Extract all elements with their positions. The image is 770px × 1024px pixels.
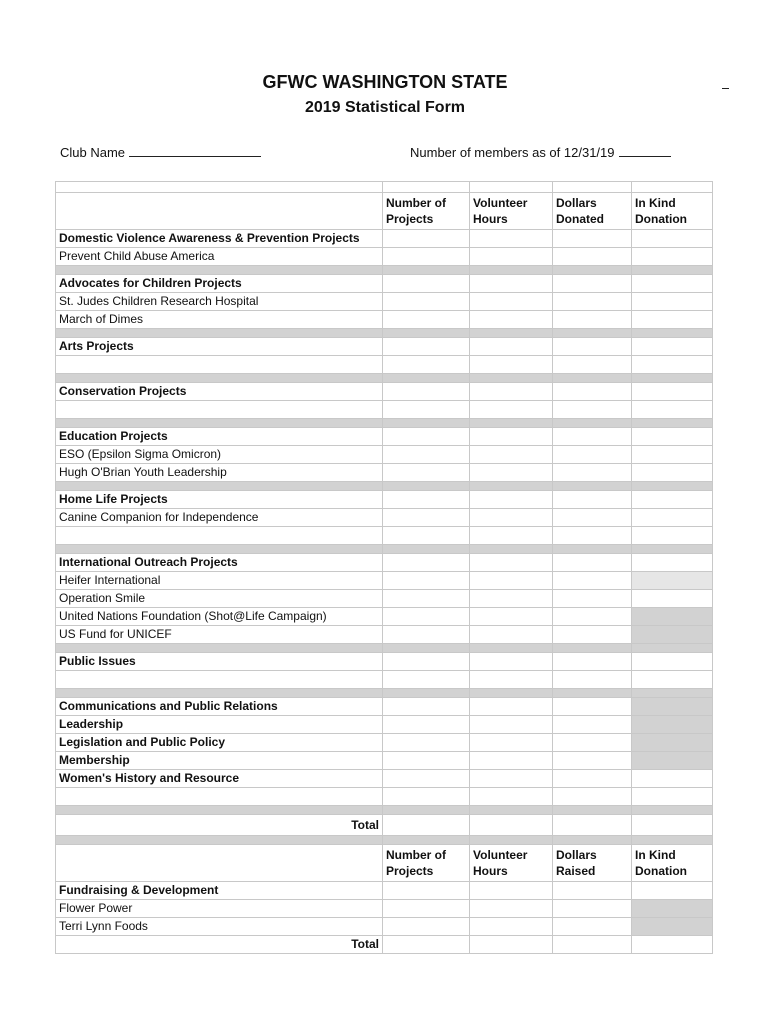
col-header-projects: Number of Projects: [383, 845, 470, 882]
club-name-label: Club Name: [60, 145, 126, 160]
table-row: [56, 275, 713, 293]
row-label: Canine Companion for Independence: [56, 509, 383, 527]
table-row: [56, 311, 713, 329]
col-header-raised: Dollars Raised: [553, 845, 632, 882]
members-field: [410, 142, 671, 160]
separator-row: [56, 374, 713, 383]
table-row: [56, 401, 713, 419]
col-header-hours: Volunteer Hours: [470, 845, 553, 882]
table-row: [56, 788, 713, 806]
separator-row: [56, 644, 713, 653]
table-row: [56, 752, 713, 770]
separator-row: [56, 689, 713, 698]
table-row: [56, 918, 713, 936]
row-label: Communications and Public Relations: [56, 698, 383, 716]
table-row: [56, 356, 713, 374]
table-row: [56, 491, 713, 509]
separator-row: [56, 836, 713, 845]
row-label: ESO (Epsilon Sigma Omicron): [56, 446, 383, 464]
row-label: Leadership: [56, 716, 383, 734]
table-row: [56, 590, 713, 608]
page-subtitle: 2019 Statistical Form: [304, 99, 466, 116]
total-row: [56, 815, 713, 836]
row-label: St. Judes Children Research Hospital: [56, 293, 383, 311]
table-row: [56, 882, 713, 900]
row-label: Conservation Projects: [56, 383, 383, 401]
row-label: Arts Projects: [56, 338, 383, 356]
column-header-row: [56, 193, 713, 230]
table-row: [56, 626, 713, 644]
row-label: Heifer International: [56, 572, 383, 590]
table-row: [56, 182, 713, 193]
row-label: Hugh O'Brian Youth Leadership: [56, 464, 383, 482]
table-row: [56, 383, 713, 401]
table-row: [56, 293, 713, 311]
table-row: [56, 446, 713, 464]
col-header-inkind: In Kind Donation: [632, 845, 713, 882]
statistics-table: [55, 181, 713, 954]
club-name-field: [60, 142, 261, 160]
row-label: Terri Lynn Foods: [56, 918, 383, 936]
separator-row: [56, 482, 713, 491]
separator-row: [56, 329, 713, 338]
table-row: [56, 509, 713, 527]
total-row: [56, 936, 713, 954]
page-title: GFWC WASHINGTON STATE: [262, 72, 508, 92]
total-label: Total: [56, 815, 383, 836]
table-row: [56, 428, 713, 446]
members-label: Number of members as of 12/31/19: [410, 145, 615, 160]
row-label: Operation Smile: [56, 590, 383, 608]
separator-row: [56, 266, 713, 275]
table-row: [56, 716, 713, 734]
table-row: [56, 464, 713, 482]
total-label: Total: [56, 936, 383, 954]
row-label: Domestic Violence Awareness & Prevention Projects: [56, 230, 383, 248]
table-row: [56, 734, 713, 752]
row-label: Flower Power: [56, 900, 383, 918]
dash-mark: [722, 88, 729, 89]
column-header-row: [56, 845, 713, 882]
row-label: Advocates for Children Projects: [56, 275, 383, 293]
table-row: [56, 608, 713, 626]
table-row: [56, 248, 713, 266]
row-label: Education Projects: [56, 428, 383, 446]
table-row: [56, 554, 713, 572]
row-label: Home Life Projects: [56, 491, 383, 509]
table-row: [56, 653, 713, 671]
row-label: Legislation and Public Policy: [56, 734, 383, 752]
separator-row: [56, 545, 713, 554]
table-row: [56, 770, 713, 788]
row-label: International Outreach Projects: [56, 554, 383, 572]
row-label: United Nations Foundation (Shot@Life Campaign): [56, 608, 383, 626]
table-row: [56, 338, 713, 356]
row-label: US Fund for UNICEF: [56, 626, 383, 644]
table-row: [56, 527, 713, 545]
col-header-donated: Dollars Donated: [553, 193, 632, 230]
row-label: Public Issues: [56, 653, 383, 671]
table-row: [56, 671, 713, 689]
col-header-projects: Number of Projects: [383, 193, 470, 230]
members-input[interactable]: [619, 142, 671, 157]
table-row: [56, 698, 713, 716]
table-row: [56, 230, 713, 248]
row-label: Fundraising & Development: [56, 882, 383, 900]
table-row: [56, 900, 713, 918]
row-label: Membership: [56, 752, 383, 770]
separator-row: [56, 419, 713, 428]
table-row: [56, 572, 713, 590]
club-name-input[interactable]: [129, 142, 261, 157]
row-label: Women's History and Resource: [56, 770, 383, 788]
row-label: Prevent Child Abuse America: [56, 248, 383, 266]
col-header-hours: Volunteer Hours: [470, 193, 553, 230]
col-header-inkind: In Kind Donation: [632, 193, 713, 230]
row-label: March of Dimes: [56, 311, 383, 329]
separator-row: [56, 806, 713, 815]
